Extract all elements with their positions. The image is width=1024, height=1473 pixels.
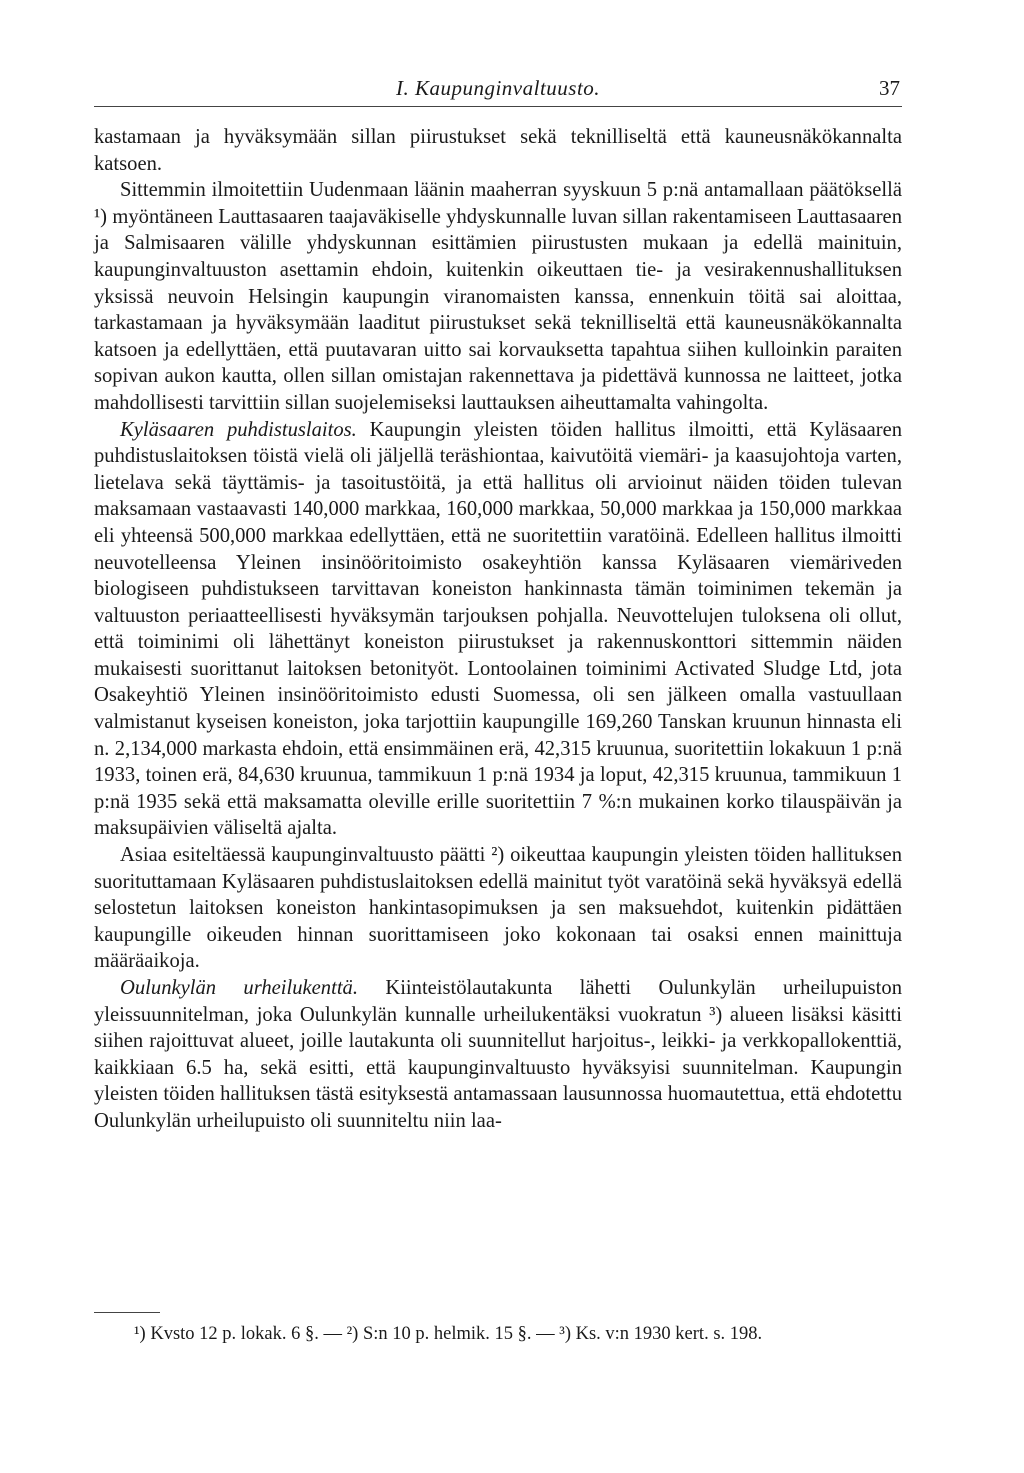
- footnote-divider: [94, 1312, 160, 1313]
- page-header: [94, 76, 902, 107]
- paragraph-text: Kaupungin yleisten töiden hallitus ilmoitti, että Kyläsaaren puhdistuslaitoksen töistä vielä oli jäljellä teräshiontaa, kaivutöitä viemäri- ja kaasujohtoja varten, lietelava sekä täyttämis- ja tasoitustöitä, ja että hallitus oli arvioinut näiden töiden tulevan maksamaan vastaavasti 140,000 markkaa, 160,000 markkaa, 50,000 markkaa ja 150,000 markkaa eli yhteensä 500,000 markkaa edellyttäen, että ne suoritettiin varatöinä. Edelleen hallitus ilmoitti neuvotelleensa Yleinen insinööritoimisto osakeyhtiön kanssa Kyläsaaren viemäriveden biologiseen puhdistukseen tarvittavan koneiston hankinnasta tämän toiminimen tekemän ja valtuuston periaatteellisesti hyväksymän tarjouksen pohjalla. Neuvottelujen tuloksena oli ollut, että toiminimi oli lähettänyt koneiston piirustukset ja rakennuskonttori sittemmin näiden mukaisesti suorittanut laitoksen betonityöt. Lontoolainen toiminimi Activated Sludge Ltd, jota Osakeyhtiö Yleinen insinööritoimisto edusti Suomessa, oli sen jälkeen omalla vastuullaan valmistanut kyseisen koneiston, joka tarjottiin kaupungille 169,260 Tanskan kruunun hinnasta eli n. 2,134,000 markasta ehdoin, että ensimmäinen erä, 42,315 kruunua, suoritettiin lokakuun 1 p:nä 1933, toinen erä, 84,630 kruunua, tammikuun 1 p:nä 1934 ja loput, 42,315 kruunua, tammikuun 1 p:nä 1935 sekä että maksamatta oleville erille suoritettiin 7 %:n mukainen korko tilauspäivän ja maksupäivien väliseltä ajalta.: [94, 418, 903, 840]
- footnotes: [94, 1322, 902, 1346]
- paragraph-2: [94, 177, 902, 416]
- paragraph-3: [94, 417, 902, 843]
- paragraph-text: kastamaan ja hyväksymään sillan piirustukset sekä teknilliseltä että kauneusnäkökannalta katsoen.: [94, 126, 902, 175]
- footnote-text: ¹) Kvsto 12 p. lokak. 6 §. — ²) S:n 10 p. helmik. 15 §. — ³) Ks. v:n 1930 kert. s. 198.: [134, 1324, 763, 1344]
- section-heading-kylasaari: Kyläsaaren puhdistuslaitos.: [120, 418, 357, 441]
- body-text: [94, 124, 902, 1135]
- paragraph-text: Kiinteistölautakunta lähetti Oulunkylän urheilupuiston yleissuunnitelman, joka Oulunkylän kunnalle urheilukentäksi vuokratun ³) alueen lisäksi käsitti siihen rajoittuvat alueet, joille lautakunta oli suunnitellut harjoitus-, leikki- ja verkkopallokenttiä, kaikkiaan 6.5 ha, sekä esitti, että kaupunginvaltuusto hyväksyisi suunnitelman. Kaupungin yleisten töiden hallituksen tästä esityksestä antamassaan lausunnossa huomautettua, että ehdotettu Oulunkylän urheilupuisto oli suunniteltu niin laa-: [94, 977, 902, 1132]
- paragraph-text: Asiaa esiteltäessä kaupunginvaltuusto päätti ²) oikeuttaa kaupungin yleisten töiden hallituksen suorituttamaan Kyläsaaren puhdistuslaitoksen edellä mainitut työt varatöinä sekä hyväksyä edellä selostetun laitoksen koneiston hankintasopimuksen ja sen maksuehdot, kuitenkin pidättäen kaupungille oikeuden hinnan suorittamiseen joko kokonaan tai osaksi ennen mainittuja määräaikoja.: [94, 844, 902, 973]
- paragraph-4: [94, 842, 902, 975]
- paragraph-text: Sittemmin ilmoitettiin Uudenmaan läänin maaherran syyskuun 5 p:nä antamallaan päätöksellä ¹) myöntäneen Lauttasaaren taajaväkiselle yhdyskunnalle luvan sillan rakentamiseen Lauttasaaren ja Salmisaaren välille yhdyskunnan esittämien piirustusten mukaan ja edellä mainituin, kaupunginvaltuuston asettamin ehdoin, kuitenkin oikeuttaen tie- ja vesirakennushallituksen yksissä neuvoin Helsingin kaupungin viranomaisten kanssa, ennenkuin töitä sai aloittaa, tarkastamaan ja hyväksymään laaditut piirustukset sekä teknilliseltä että kauneusnäkökannalta katsoen ja edellyttäen, että puutavaran uitto sai korvauksetta tapahtua siihen kulloinkin paraiten sopivan aukon kautta, ollen sillan omistajan rakennettava ja pidettävä kunnossa ne laitteet, jotka mahdollisesti tarvittiin sillan suojelemiseksi lauttauksen aiheuttamalta vahingolta.: [94, 179, 902, 414]
- document-page: [94, 0, 902, 1473]
- paragraph-5: [94, 975, 902, 1135]
- paragraph-1: [94, 124, 902, 177]
- section-heading-oulunkyla: Oulunkylän urheilukenttä.: [120, 977, 358, 999]
- running-head: I. Kaupunginvaltuusto.: [395, 76, 601, 100]
- page-number: 37: [879, 76, 900, 100]
